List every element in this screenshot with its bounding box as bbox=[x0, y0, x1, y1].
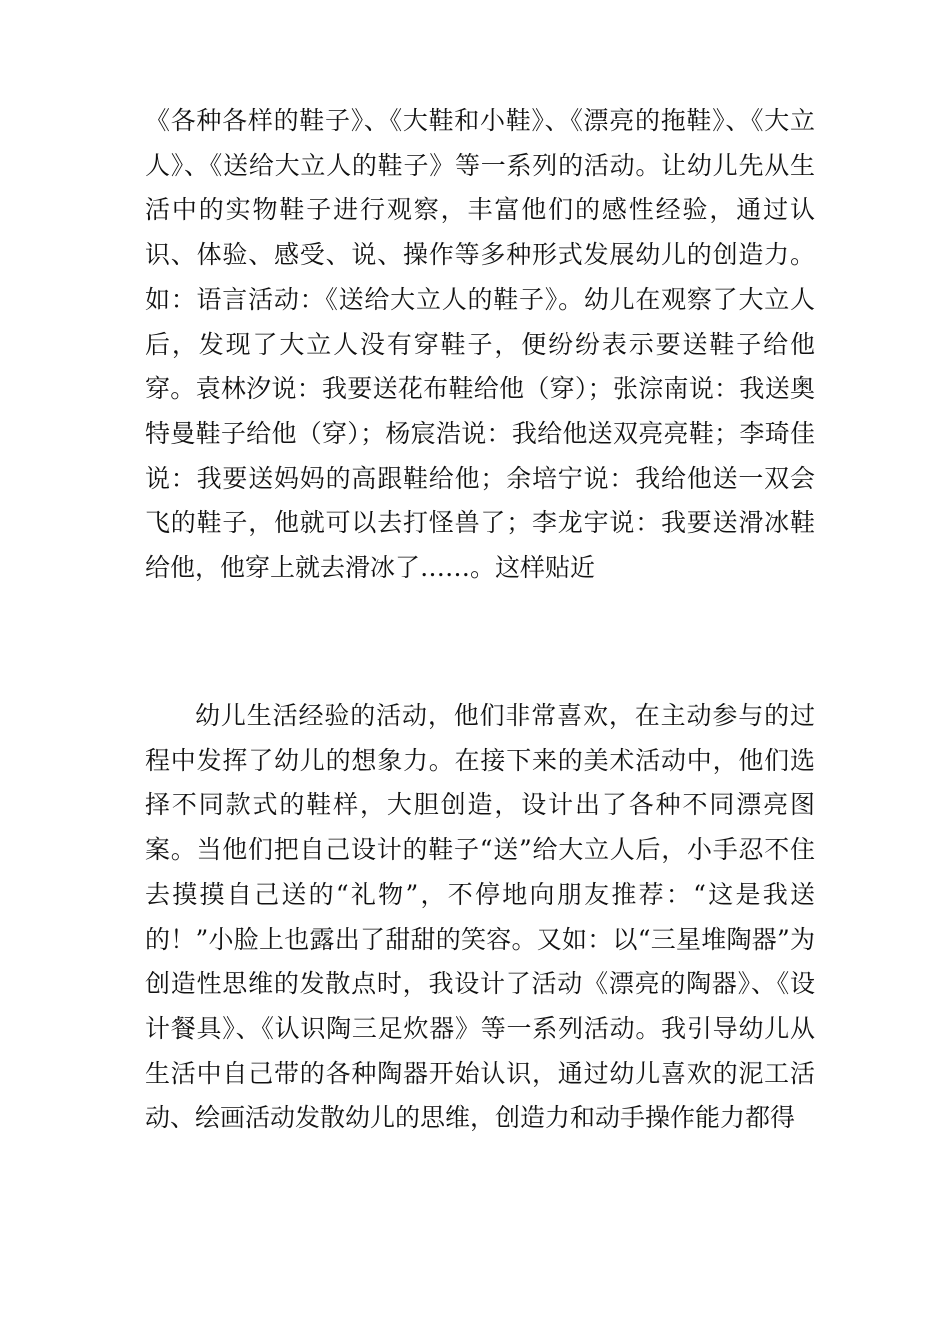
paragraph-2: 幼儿生活经验的活动，他们非常喜欢，在主动参与的过程中发挥了幼儿的想象力。在接下来的美术活动中，他们选择不同款式的鞋样，大胆创造，设计出了各种不同漂亮图案。当他们把自己设计的鞋子“送”给大立人后，小手忍不住去摸摸自己送的“礼物”，不停地向朋友推荐：“这是我送的！”小脸上也露出了甜甜的笑容。又如：以“三星堆陶器”为创造性思维的发散点时，我设计了活动《漂亮的陶器》、《设计餐具》、《认识陶三足炊器》等一系列活动。我引导幼儿从生活中自己带的各种陶器开始认识，通过幼儿喜欢的泥工活动、绘画活动发散幼儿的思维，创造力和动手操作能力都得 bbox=[145, 701, 815, 1133]
paragraph-1: 《各种各样的鞋子》、《大鞋和小鞋》、《漂亮的拖鞋》、《大立人》、《送给大立人的鞋子》等一系列的活动。让幼儿先从生活中的实物鞋子进行观察，丰富他们的感性经验，通过认识、体验、感受、说、操作等多种形式发展幼儿的创造力。如：语言活动：《送给大立人的鞋子》。幼儿在观察了大立人后，发现了大立人没有穿鞋子，便纷纷表示要送鞋子给他穿。袁林汐说：我要送花布鞋给他（穿）；张淙南说：我送奥特曼鞋子给他（穿）；杨宸浩说：我给他送双亮亮鞋；李琦佳说：我要送妈妈的高跟鞋给他；余培宁说：我给他送一双会飞的鞋子，他就可以去打怪兽了；李龙宇说：我要送滑冰鞋给他，他穿上就去滑冰了……。这样贴近 bbox=[145, 106, 815, 583]
